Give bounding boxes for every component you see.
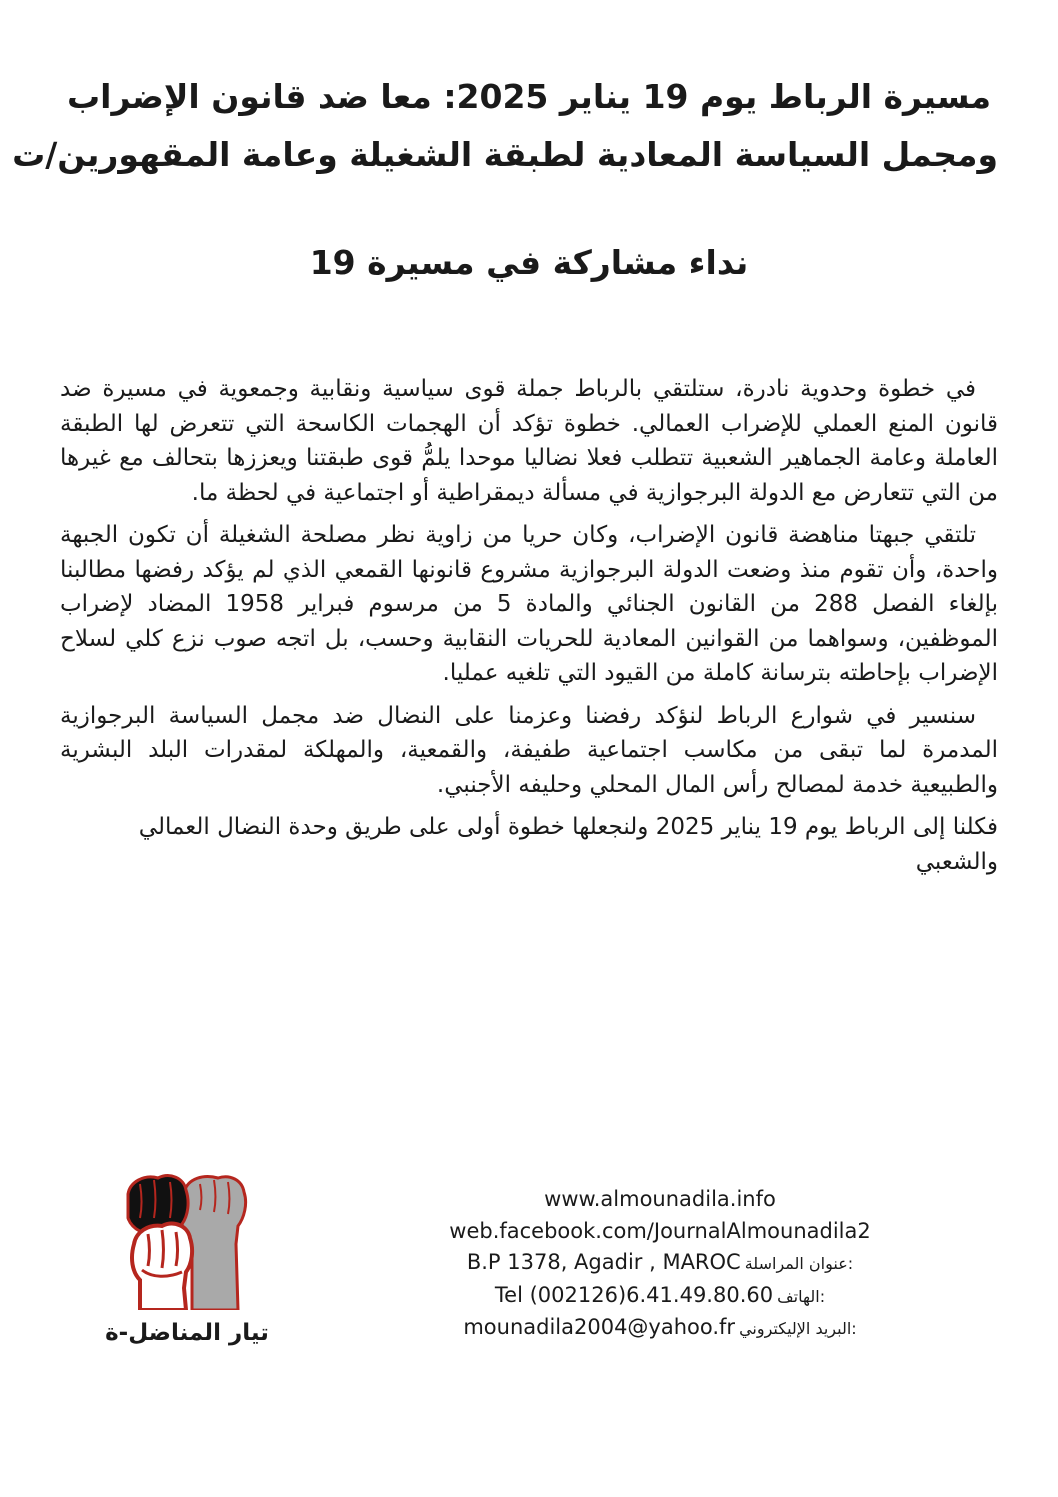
- title-line-1: مسيرة الرباط يوم 19 يناير 2025: معا ضد قانون الإضراب: [66, 77, 992, 116]
- phone-label: الهاتف:: [777, 1286, 826, 1306]
- title-line-2: ومجمل السياسة المعادية لطبقة الشغيلة وعامة المقهورين/ت: [12, 135, 998, 174]
- address-label: عنوان المراسلة:: [744, 1254, 854, 1273]
- address-line: [400, 1247, 920, 1280]
- contact-block: [400, 1184, 920, 1345]
- facebook-link[interactable]: web.facebook.com/JournalAlmounadila2: [449, 1218, 871, 1243]
- phone-line: [400, 1280, 920, 1313]
- call-heading: نداء مشاركة في مسيرة 19: [309, 243, 749, 282]
- email-line: [400, 1312, 920, 1345]
- address-value: B.P 1378, Agadir , MAROC: [466, 1250, 741, 1274]
- email-label: البريد الإليكتروني:: [739, 1319, 857, 1338]
- paragraph-1: في خطوة وحدوية نادرة، ستلتقي بالرباط جملة قوى سياسية ونقابية وجمعوية في مسيرة ضد قانون المنع العملي للإضراب العمالي. خطوة تؤكد أن الهجمات الكاسحة التي تتعرض لها الطبقة العاملة وعامة الجماهير الشعبية تتطلب فعلا نضاليا موحدا يلمُّ قوى طبقتنا ويعززها بتحالف مع غيرها من التي تتعارض مع الدولة البرجوازية في مسألة ديمقراطية أو اجتماعية في لحظة ما.: [60, 376, 998, 506]
- raised-fists-icon: [118, 1170, 256, 1310]
- phone-value: Tel (002126)6.41.49.80.60: [494, 1282, 774, 1307]
- paragraph-2: تلتقي جبهتا مناهضة قانون الإضراب، وكان حريا من زاوية نظر مصلحة الشغيلة أن تكون الجبهة واحدة، وأن تقوم منذ وضعت الدولة البرجوازية مشروع قانونها القمعي الذي لم يؤكد رفضها مطالبنا بإلغاء الفصل 288 من القانون الجنائي والمادة 5 من مرسوم فبراير 1958 المضاد لإضراب الموظفين، وسواهما من القوانين المعادية للحريات النقابية وحسب، بل اتجه صوب نزع كلي لسلاح الإضراب بإحاطته بترسانة كاملة من القيود التي تلغيه عمليا.: [60, 522, 998, 686]
- paragraph-4: فكلنا إلى الرباط يوم 19 يناير 2025 ولنجعلها خطوة أولى على طريق وحدة النضال العمالي والشعبي: [138, 814, 998, 875]
- paragraph-3: سنسير في شوارع الرباط لنؤكد رفضنا وعزمنا على النضال ضد مجمل السياسة البرجوازية المدمرة لما تبقى من مكاسب اجتماعية طفيفة، والقمعية، والمهلكة لمقدرات البلد البشرية والطبيعية خدمة لمصالح رأس المال المحلي وحليفه الأجنبي.: [60, 702, 998, 798]
- logo-caption: تيار المناضل-ة: [105, 1320, 269, 1346]
- body-text: [60, 372, 998, 887]
- email-link[interactable]: mounadila2004@yahoo.fr: [463, 1315, 736, 1339]
- header: [12, 68, 998, 184]
- website-link[interactable]: www.almounadila.info: [544, 1187, 776, 1211]
